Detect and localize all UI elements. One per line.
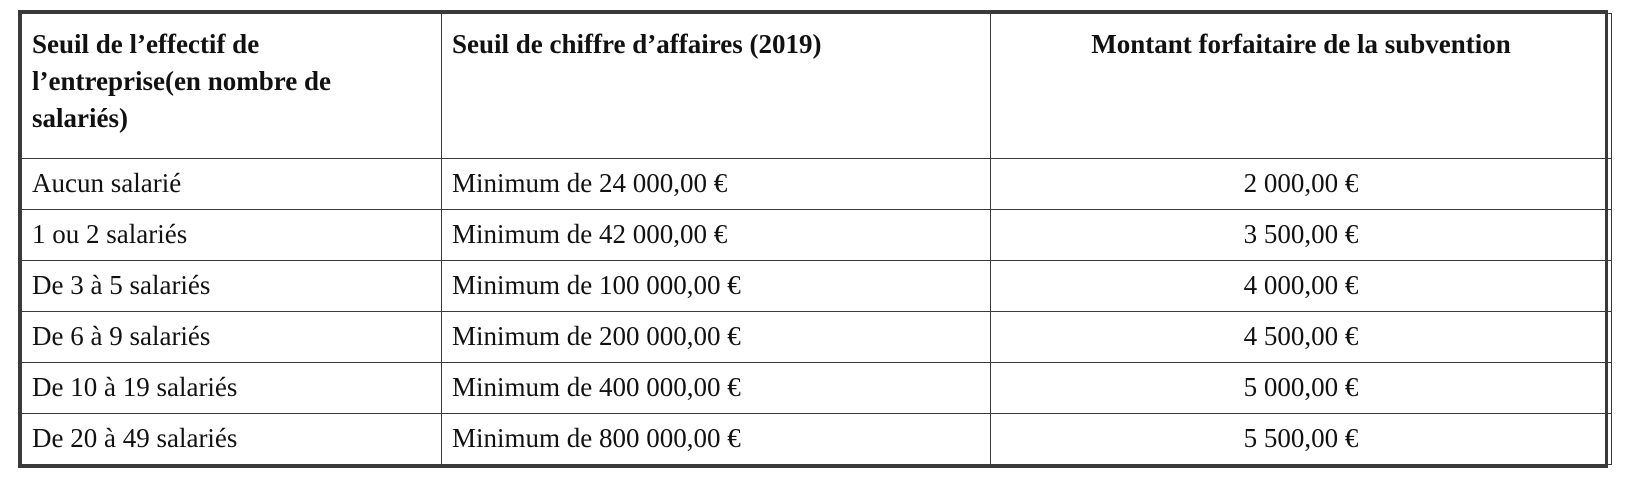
cell-montant: 4 500,00 € xyxy=(991,312,1612,363)
cell-chiffre-affaires: Minimum de 800 000,00 € xyxy=(442,414,991,465)
cell-montant: 5 500,00 € xyxy=(991,414,1612,465)
table-header xyxy=(22,14,1612,159)
table-row xyxy=(22,312,1612,363)
cell-effectif: Aucun salarié xyxy=(22,159,442,210)
table-row xyxy=(22,261,1612,312)
cell-montant: 3 500,00 € xyxy=(991,210,1612,261)
table-row xyxy=(22,414,1612,465)
cell-chiffre-affaires: Minimum de 24 000,00 € xyxy=(442,159,991,210)
table-row xyxy=(22,159,1612,210)
cell-chiffre-affaires: Minimum de 400 000,00 € xyxy=(442,363,991,414)
header-row xyxy=(22,14,1612,159)
header-chiffre-affaires: Seuil de chiffre d’affaires (2019) xyxy=(442,14,991,159)
table-row xyxy=(22,210,1612,261)
cell-chiffre-affaires: Minimum de 100 000,00 € xyxy=(442,261,991,312)
cell-effectif: De 10 à 19 salariés xyxy=(22,363,442,414)
cell-montant: 5 000,00 € xyxy=(991,363,1612,414)
table-row xyxy=(22,363,1612,414)
cell-montant: 2 000,00 € xyxy=(991,159,1612,210)
cell-montant: 4 000,00 € xyxy=(991,261,1612,312)
cell-effectif: De 6 à 9 salariés xyxy=(22,312,442,363)
table-body xyxy=(22,159,1612,465)
cell-chiffre-affaires: Minimum de 200 000,00 € xyxy=(442,312,991,363)
cell-effectif: De 20 à 49 salariés xyxy=(22,414,442,465)
header-montant: Montant forfaitaire de la subvention xyxy=(991,14,1612,159)
header-effectif: Seuil de l’effectif de l’entreprise(en nombre de salariés) xyxy=(22,14,442,159)
cell-effectif: De 3 à 5 salariés xyxy=(22,261,442,312)
subsidy-table-container xyxy=(18,10,1608,468)
cell-chiffre-affaires: Minimum de 42 000,00 € xyxy=(442,210,991,261)
cell-effectif: 1 ou 2 salariés xyxy=(22,210,442,261)
subsidy-table xyxy=(21,13,1612,465)
